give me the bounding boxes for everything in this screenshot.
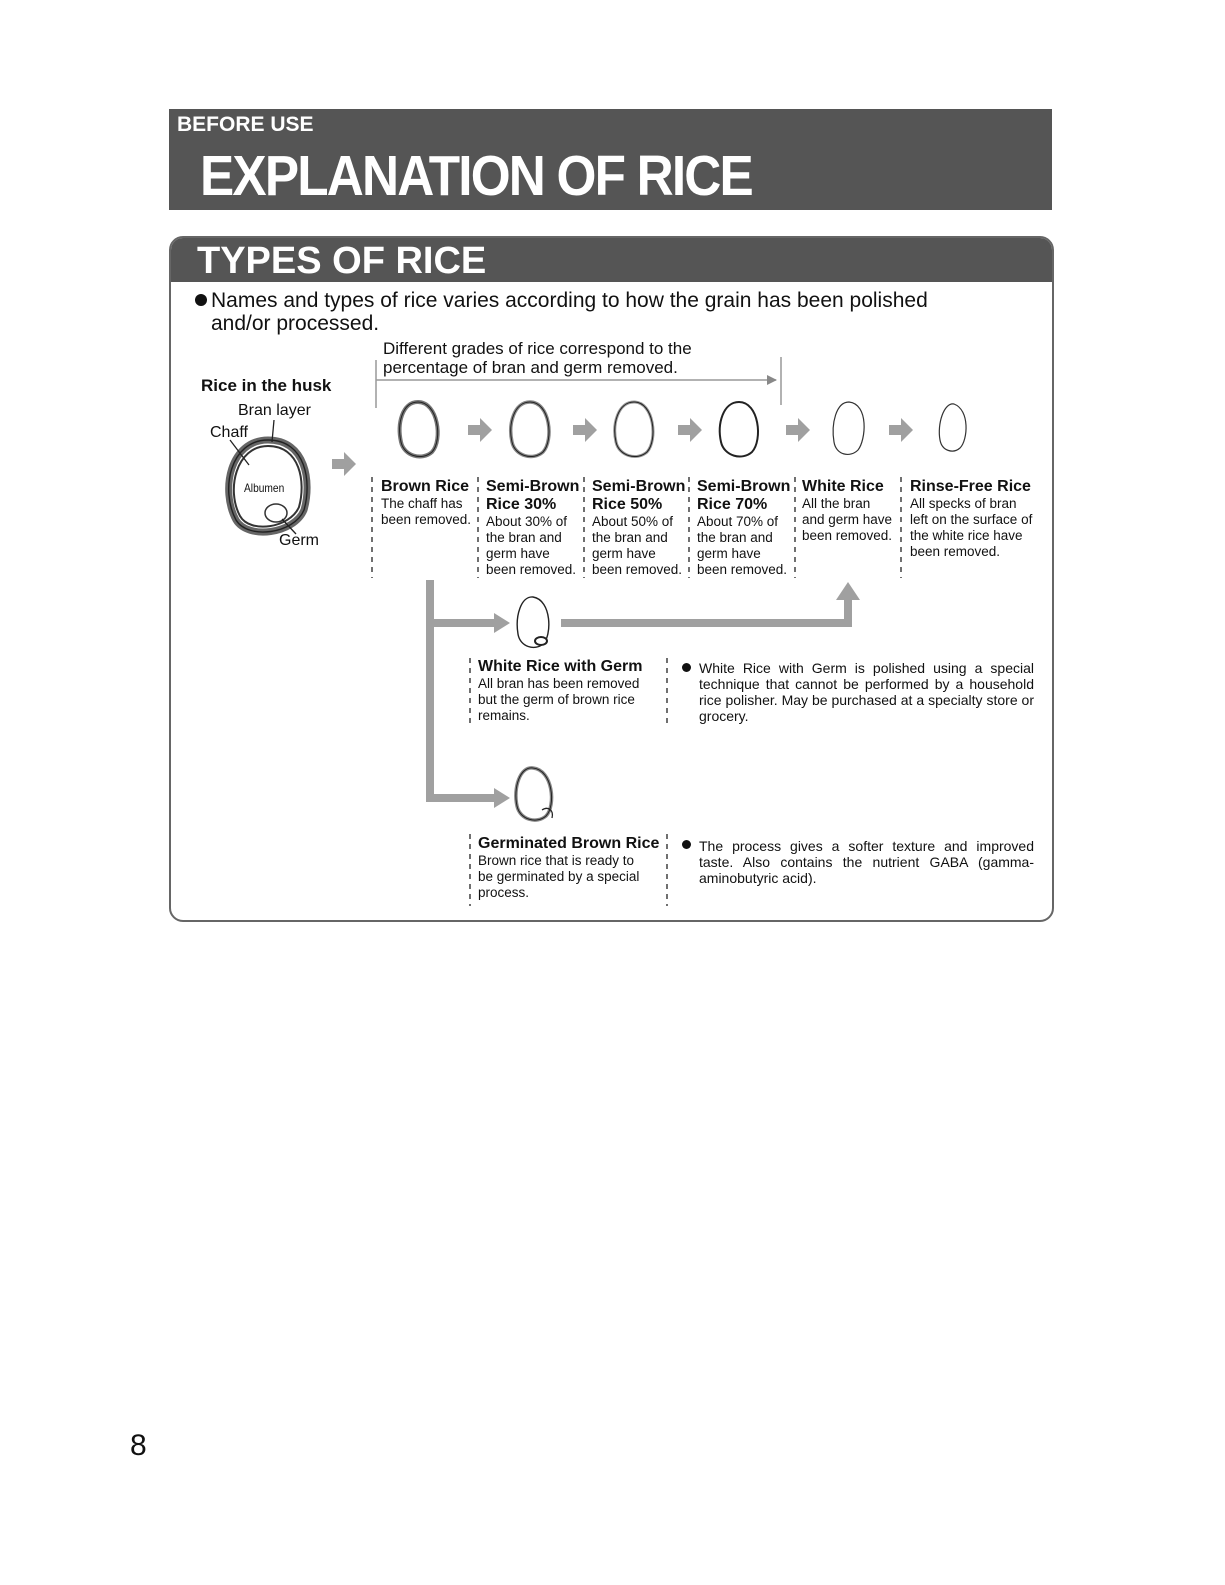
- white-germ-block: [478, 658, 663, 724]
- grain-rinse-free-icon: [939, 404, 966, 451]
- germ-label: Germ: [279, 532, 319, 549]
- rice-type-title: White Rice: [802, 478, 884, 495]
- panel-title: TYPES OF RICE: [197, 240, 487, 282]
- rice-type-semi-brown-30: [486, 478, 582, 578]
- arrow-icon: [573, 418, 597, 442]
- rice-type-desc: About 70% of: [697, 514, 779, 529]
- bullet-icon: [682, 663, 691, 672]
- arrow-icon: [786, 418, 810, 442]
- page-title: EXPLANATION OF RICE: [200, 144, 752, 208]
- rice-type-semi-brown-70: [697, 478, 793, 578]
- grain-semi-brown-30-icon: [511, 402, 549, 457]
- rice-type-title: Semi-Brown: [486, 478, 580, 495]
- rice-type-desc: About 50% of: [592, 514, 674, 529]
- white-germ-desc: remains.: [478, 708, 530, 723]
- rice-type-title: Rinse-Free Rice: [910, 478, 1031, 495]
- white-germ-desc: but the germ of brown rice: [478, 692, 635, 707]
- rice-type-desc: the white rice have: [910, 528, 1023, 543]
- rice-type-desc: germ have: [486, 546, 550, 561]
- rice-type-title: Semi-Brown: [697, 478, 791, 495]
- arrow-icon: [468, 418, 492, 442]
- rice-type-desc: the bran and: [592, 530, 668, 545]
- rice-type-title: Brown Rice: [381, 478, 470, 495]
- rice-type-desc: and germ have: [802, 512, 893, 527]
- grain-semi-brown-50-icon: [615, 402, 653, 457]
- rice-type-desc: left on the surface of: [910, 512, 1033, 527]
- intro-line-1: Names and types of rice varies according to how the grain has been polished: [211, 289, 928, 312]
- page-number: 8: [130, 1429, 147, 1462]
- rice-type-desc: germ have: [592, 546, 656, 561]
- rice-type-semi-brown-50: [592, 478, 688, 578]
- intro-line-2: and/or processed.: [211, 312, 380, 335]
- rice-type-desc: been removed.: [697, 562, 788, 577]
- rice-type-desc: About 30% of: [486, 514, 568, 529]
- grain-brown-rice-icon: [400, 402, 438, 457]
- grades-note-line-1: Different grades of rice correspond to the: [383, 339, 692, 358]
- rice-type-rinse-free: [910, 478, 1040, 560]
- rice-type-title: Rice 70%: [697, 496, 768, 513]
- grain-white-rice-icon: [833, 402, 864, 454]
- rice-type-desc: The chaff has: [381, 496, 463, 511]
- grain-germinated-icon: [516, 768, 553, 820]
- germinated-block: [478, 835, 663, 901]
- grain-semi-brown-70-icon: [720, 402, 758, 457]
- arrow-icon: [332, 452, 356, 476]
- chaff-label: Chaff: [210, 424, 248, 441]
- arrow-icon: [889, 418, 913, 442]
- germinated-title: Germinated Brown Rice: [478, 835, 660, 852]
- rice-type-desc: been removed.: [592, 562, 683, 577]
- rice-type-title: Rice 50%: [592, 496, 663, 513]
- rice-type-desc: the bran and: [697, 530, 773, 545]
- grades-note-line-2: percentage of bran and germ removed.: [383, 358, 678, 377]
- arrow-icon: [678, 418, 702, 442]
- grades-bracket: [376, 357, 781, 408]
- rice-type-desc: All specks of bran: [910, 496, 1017, 511]
- rice-type-desc: All the bran: [802, 496, 871, 511]
- rice-type-desc: germ have: [697, 546, 761, 561]
- rice-type-brown: [381, 478, 477, 528]
- white-germ-desc: All bran has been removed: [478, 676, 640, 691]
- rice-type-desc: the bran and: [486, 530, 562, 545]
- rice-type-desc: been removed.: [802, 528, 893, 543]
- section-label: BEFORE USE: [177, 113, 314, 136]
- bran-layer-label: Bran layer: [238, 402, 311, 419]
- rice-type-white: [802, 478, 898, 544]
- rice-type-desc: been removed.: [486, 562, 577, 577]
- albumen-label: Albumen: [244, 481, 285, 495]
- rice-type-title: Semi-Brown: [592, 478, 686, 495]
- rice-type-title: Rice 30%: [486, 496, 557, 513]
- germinated-desc: process.: [478, 885, 530, 900]
- rice-type-desc: been removed.: [381, 512, 472, 527]
- germinated-note: The process gives a softer texture and improved taste. Also contains the nutrient GABA (gamma-aminobutyric acid).: [699, 838, 1034, 886]
- white-germ-note: White Rice with Germ is polished using a special technique that cannot be performed by a household rice polisher. May be purchased at a specialty store or grocery.: [699, 660, 1034, 724]
- rice-type-desc: been removed.: [910, 544, 1001, 559]
- germinated-desc: be germinated by a special: [478, 869, 640, 884]
- husk-title: Rice in the husk: [201, 376, 332, 395]
- white-germ-title: White Rice with Germ: [478, 658, 643, 675]
- grain-white-germ-icon: [517, 597, 549, 647]
- germinated-desc: Brown rice that is ready to: [478, 853, 635, 868]
- bullet-icon: [682, 840, 691, 849]
